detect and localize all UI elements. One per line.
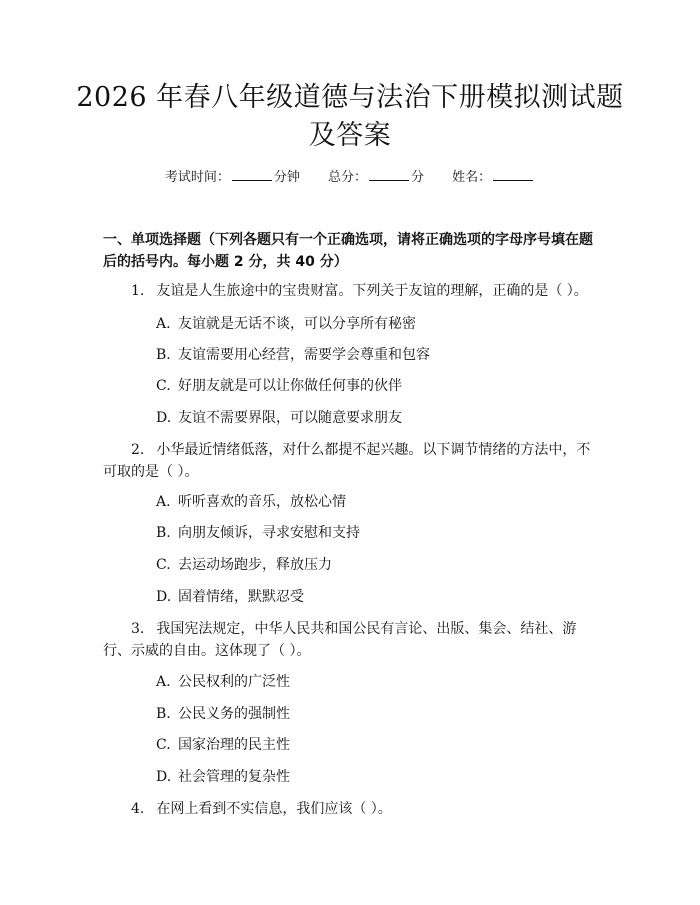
exam-meta <box>0 168 700 188</box>
question-3-option-a[interactable] <box>156 671 290 693</box>
student-name-label: 姓名： <box>452 170 492 185</box>
option-text: 好朋友就是可以让你做任何事的伙伴 <box>178 378 402 394</box>
question-number: 2. <box>131 442 145 458</box>
option-text: 听听喜欢的音乐，放松心情 <box>178 494 346 510</box>
exam-time-blank[interactable] <box>232 168 272 181</box>
question-3-option-d[interactable] <box>156 766 290 788</box>
option-text: 向朋友倾诉，寻求安慰和支持 <box>178 525 360 541</box>
total-score-unit: 分 <box>411 170 425 185</box>
option-text: 去运动场跑步，释放压力 <box>178 557 332 573</box>
option-letter: D. <box>156 589 172 605</box>
question-number: 1. <box>131 283 145 299</box>
section-heading: 一、单项选择题（下列各题只有一个正确选项，请将正确选项的字母序号填在题后的括号内。每小题 2 分，共 40 分） <box>103 232 593 270</box>
option-letter: A. <box>156 494 171 510</box>
student-name-blank[interactable] <box>493 168 533 181</box>
option-text: 友谊需要用心经营，需要学会尊重和包容 <box>178 347 430 363</box>
option-text: 社会管理的复杂性 <box>178 769 290 785</box>
question-2-option-a[interactable] <box>156 491 346 513</box>
option-letter: A. <box>156 674 171 690</box>
total-score-blank[interactable] <box>369 168 409 181</box>
option-letter: C. <box>156 737 171 753</box>
option-text: 友谊就是无话不谈，可以分享所有秘密 <box>178 316 416 332</box>
option-letter: B. <box>156 706 171 722</box>
question-number: 4. <box>131 801 145 817</box>
option-letter: C. <box>156 557 171 573</box>
option-letter: B. <box>156 525 171 541</box>
question-2-option-c[interactable] <box>156 554 332 576</box>
option-text: 公民义务的强制性 <box>178 706 290 722</box>
option-letter: B. <box>156 347 171 363</box>
exam-time <box>165 168 300 188</box>
question-1-option-c[interactable] <box>156 375 402 397</box>
option-letter: D. <box>156 769 172 785</box>
option-text: 公民权利的广泛性 <box>178 674 290 690</box>
question-2-option-d[interactable] <box>156 586 304 608</box>
question-3-option-b[interactable] <box>156 703 290 725</box>
option-text: 友谊不需要界限，可以随意要求朋友 <box>178 410 402 426</box>
total-score-label: 总分： <box>327 170 367 185</box>
question-4 <box>103 798 600 820</box>
exam-time-label: 考试时间： <box>164 170 230 185</box>
question-text: 友谊是人生旅途中的宝贵财富。下列关于友谊的理解，正确的是（ ）。 <box>156 283 588 299</box>
option-text: 国家治理的民主性 <box>178 737 290 753</box>
option-letter: C. <box>156 378 171 394</box>
question-3-option-c[interactable] <box>156 734 290 756</box>
question-1-option-d[interactable] <box>156 407 402 429</box>
question-number: 3. <box>131 621 145 637</box>
question-text: 小华最近情绪低落，对什么都提不起兴趣。以下调节情绪的方法中，不可取的是（ ）。 <box>103 442 591 480</box>
question-1-option-b[interactable] <box>156 344 430 366</box>
question-1-option-a[interactable] <box>156 313 416 335</box>
total-score <box>328 168 424 188</box>
question-text: 在网上看到不实信息，我们应该（ ）。 <box>156 801 392 817</box>
student-name <box>452 168 535 188</box>
option-text: 固着情绪，默默忍受 <box>178 589 304 605</box>
page-title-line-1: 2026 年春八年级道德与法治下册模拟测试题 <box>76 82 624 113</box>
option-letter: D. <box>156 410 172 426</box>
question-3 <box>103 618 600 662</box>
question-2-option-b[interactable] <box>156 522 360 544</box>
option-letter: A. <box>156 316 171 332</box>
question-1 <box>103 280 600 302</box>
question-text: 我国宪法规定，中华人民共和国公民有言论、出版、集会、结社、游行、示威的自由。这体现了（ ）。 <box>103 621 577 659</box>
exam-time-unit: 分钟 <box>273 170 300 185</box>
page-title-line-2: 及答案 <box>308 120 392 151</box>
question-2 <box>103 439 600 483</box>
